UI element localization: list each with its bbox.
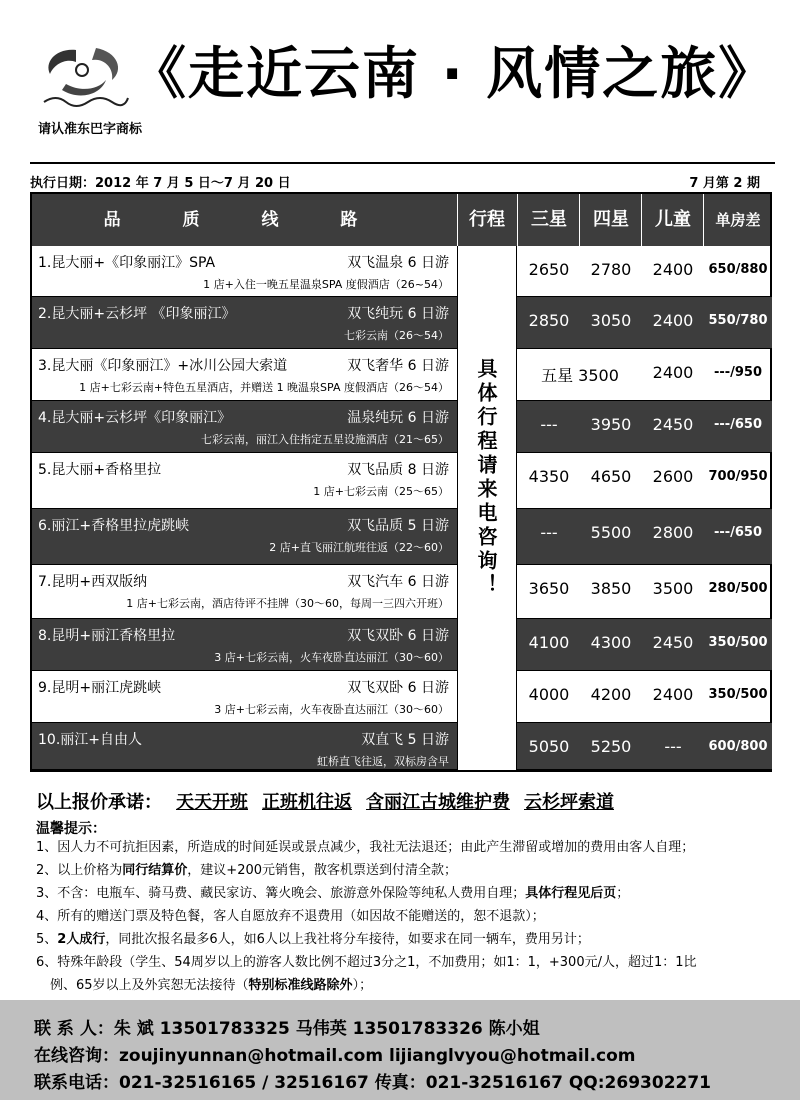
header-single-room: 单房差 [715,211,761,229]
route-type: 双飞汽车 6 日游 [347,574,449,590]
route-note: 1 店+入住一晚五星温泉SPA 度假酒店（26~54） [203,278,449,291]
price-four-star: 5500 [590,523,632,542]
price-child: 2400 [652,363,694,382]
price-single-room: 280/500 [708,581,768,596]
route-note: 七彩云南（26～54） [344,329,449,342]
price-four-star: 3950 [590,415,632,434]
price-child: --- [664,737,682,756]
price-single-room: 350/500 [708,687,768,702]
header-itinerary: 行程 [469,209,505,230]
price-three-star: 2650 [528,260,570,279]
dongba-logo [36,40,132,110]
price-child: 3500 [652,579,694,598]
header-four-star: 四星 [593,209,629,230]
table-row [32,349,770,401]
price-single-room: 600/800 [708,739,768,754]
route-note: 七彩云南，丽江入住指定五星设施酒店（21～65） [201,433,449,446]
table-row [32,723,770,770]
route-note: 1 店+七彩云南，酒店待评不挂牌（30～60，每周一三四六开班） [126,597,449,610]
route-note: 3 店+七彩云南，火车夜卧直达丽江（30～60） [214,651,449,664]
route-name: 1.昆大丽+《印象丽江》SPA [38,255,216,271]
note-item: 2、以上价格为同行结算价，建议+200元销售，散客机票送到付清全款； [36,863,458,878]
promise-item: 云杉坪索道 [524,792,614,813]
header-child: 儿童 [655,209,691,230]
table-row [32,401,770,453]
promise-item: 含丽江古城维护费 [366,792,510,813]
route-type: 双飞奢华 6 日游 [347,358,449,374]
table-row [32,565,770,619]
phone-contact: 联系电话：021-32516165 / 32516167 传真：021-32516167 QQ:269302271 [34,1073,712,1093]
price-four-star: 3050 [590,311,632,330]
route-note: 2 店+直飞丽江航班往返（22～60） [269,541,449,554]
price-four-star: 2780 [590,260,632,279]
price-single-room: 350/500 [708,635,768,650]
route-type: 双飞双卧 6 日游 [347,628,449,644]
header-three-star: 三星 [531,209,567,230]
route-type: 双飞品质 8 日游 [347,462,449,478]
route-name: 8.昆明+丽江香格里拉 [38,628,176,644]
price-three-star: 4000 [528,685,570,704]
price-single-room: ---/650 [713,525,763,540]
note-item: 4、所有的赠送门票及特色餐，客人自愿放弃不退费用（如因故不能赠送的，恕不退款）； [36,909,545,924]
price-single-room: ---/650 [713,417,763,432]
table-row [32,297,770,349]
note-item: 3、不含：电瓶车、骑马费、藏民家访、篝火晚会、旅游意外保险等纯私人费用自理；具体行程见后页； [36,886,630,901]
divider [30,162,775,164]
price-four-star: 4200 [590,685,632,704]
route-name: 9.昆明+丽江虎跳峡 [38,680,162,696]
route-type: 双飞品质 5 日游 [347,518,449,534]
price-child: 2400 [652,685,694,704]
price-three-star: 4350 [528,467,570,486]
note-item: 例、65岁以上及外宾恕无法接待（特别标准线路除外）； [50,978,373,993]
contact-footer [0,1000,800,1100]
route-type: 双飞双卧 6 日游 [347,680,449,696]
contact-persons: 联 系 人：朱 斌 13501783325 马伟英 13501783326 陈小姐 [34,1019,540,1039]
route-type: 双飞纯玩 6 日游 [347,306,449,322]
price-table [30,192,772,772]
price-child: 2600 [652,467,694,486]
notes-title: 温馨提示： [36,821,106,837]
price-three-star: 5050 [528,737,570,756]
price-child: 2800 [652,523,694,542]
table-header [32,194,770,246]
price-four-star: 5250 [590,737,632,756]
price-single-room: 550/780 [708,313,768,328]
table-row [32,671,770,723]
price-merged-five-star: 五星 3500 [541,366,619,385]
route-name: 3.昆大丽《印象丽江》+冰川公园大索道 [38,358,288,374]
price-single-room: 700/950 [708,469,768,484]
route-note: 3 店+七彩云南，火车夜卧直达丽江（30～60） [214,703,449,716]
issue-number: 7 月第 2 期 [689,176,760,191]
price-four-star: 3850 [590,579,632,598]
promise-label: 以上报价承诺： [36,792,162,813]
online-contact: 在线咨询：zoujinyunnan@hotmail.com lijianglvyou@hotmail.com [34,1046,636,1066]
route-name: 6.丽江+香格里拉虎跳峡 [38,518,190,534]
note-item: 1、因人力不可抗拒因素，所造成的时间延误或景点减少，我社无法退还；由此产生滞留或增加的费用由客人自理； [36,840,695,855]
price-three-star: --- [540,415,558,434]
price-child: 2400 [652,260,694,279]
table-row [32,453,770,509]
route-note: 1 店+七彩云南（25～65） [313,485,449,498]
table-row [32,246,770,297]
route-name: 2.昆大丽+云杉坪 《印象丽江》 [38,306,236,322]
price-four-star: 4650 [590,467,632,486]
price-four-star: 4300 [590,633,632,652]
note-item: 5、2人成行，同批次报名最多6人，如6人以上我社将分车接待，如要求在同一辆车，费用另计； [36,932,590,947]
price-child: 2450 [652,633,694,652]
brand-note: 请认准东巴字商标 [38,122,143,137]
route-note: 1 店+七彩云南+特色五星酒店，并赠送 1 晚温泉SPA 度假酒店（26～54） [79,381,449,394]
route-note: 虹桥直飞往返，双标房含早 [317,755,449,768]
header-route: 品 质 线 路 [103,210,386,230]
route-name: 7.昆明+西双版纳 [38,574,148,590]
price-child: 2450 [652,415,694,434]
price-three-star: 2850 [528,311,570,330]
promise-item: 正班机往返 [262,792,352,813]
price-single-room: 650/880 [708,262,768,277]
itinerary-note: 具体行程请来电咨询！ [474,358,498,598]
route-name: 10.丽江+自由人 [38,732,142,748]
price-child: 2400 [652,311,694,330]
price-three-star: --- [540,523,558,542]
price-three-star: 4100 [528,633,570,652]
price-single-room: ---/950 [713,365,763,380]
route-type: 温泉纯玩 6 日游 [347,410,449,426]
price-three-star: 3650 [528,579,570,598]
table-row [32,509,770,565]
execution-dates: 执行日期：2012 年 7 月 5 日～7 月 20 日 [30,176,291,191]
route-type: 双飞温泉 6 日游 [347,255,449,271]
notes-list [36,836,776,1020]
table-row [32,619,770,671]
route-name: 4.昆大丽+云杉坪《印象丽江》 [38,410,232,426]
price-promise [36,788,614,814]
route-name: 5.昆大丽+香格里拉 [38,462,162,478]
route-type: 双直飞 5 日游 [361,732,449,748]
promise-item: 天天开班 [176,792,248,813]
note-item: 6、特殊年龄段（学生、54周岁以上的游客人数比例不超过3分之1，不加费用；如1：1，+300元/人，超过1：1比 [36,955,697,970]
page-title: 《走近云南 · 风情之旅》 [130,42,777,107]
